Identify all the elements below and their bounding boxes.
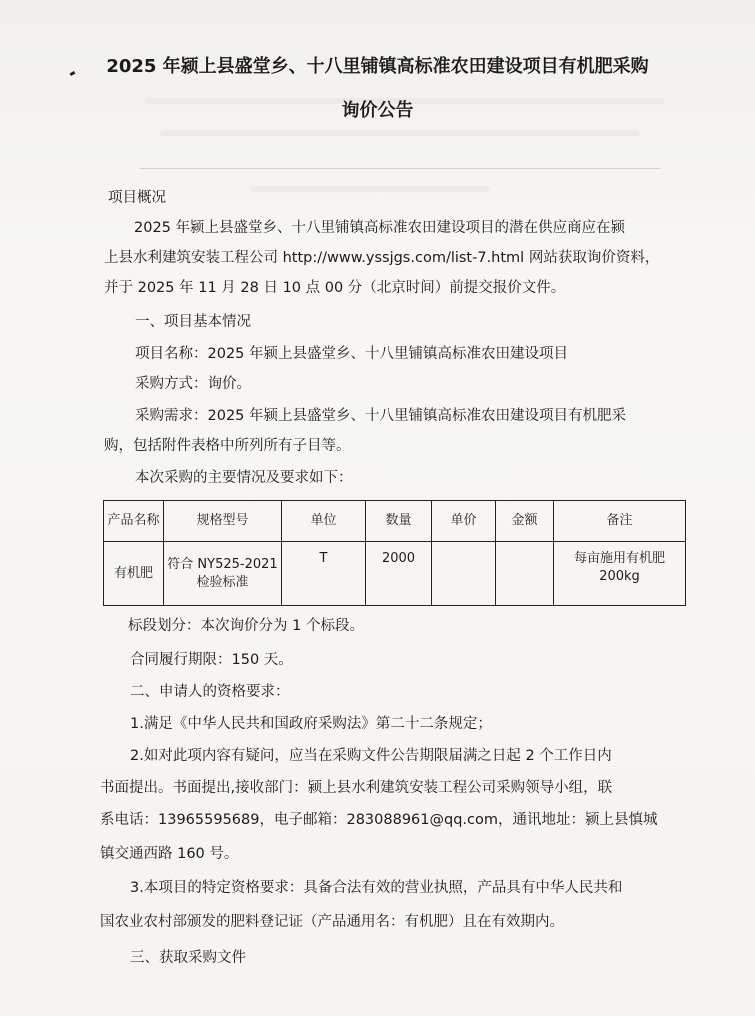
cell-unit: T: [282, 542, 366, 606]
qualification-item-3: 国农业农村部颁发的肥料登记证（产品通用名：有机肥）且在有效期内。: [100, 914, 564, 930]
cell-remarks: 每亩施用有机肥 200kg: [554, 542, 686, 606]
table-intro: 本次采购的主要情况及要求如下：: [135, 470, 353, 486]
qualification-item-2: 镇交通西路 160 号。: [100, 846, 239, 862]
cell-unit-price: [432, 542, 496, 606]
qualification-item-2: 系电话：13965595689，电子邮箱：283088961@qq.com，通讯地址：颍上县慎城: [100, 812, 658, 828]
procurement-table: [103, 500, 686, 606]
cell-quantity: 2000: [366, 542, 432, 606]
title-line-1: 2025 年颍上县盛堂乡、十八里铺镇高标准农田建设项目有机肥采购: [106, 56, 649, 77]
header-unit-price: 单价: [432, 501, 496, 542]
cell-amount: [496, 542, 554, 606]
header-spec: 规格型号: [164, 501, 282, 542]
qualification-item-1: 1.满足《中华人民共和国政府采购法》第二十二条规定；: [130, 716, 492, 732]
qualification-item-3: 3.本项目的特定资格要求：具备合法有效的营业执照，产品具有中华人民共和: [130, 880, 623, 896]
section2-heading: 二、申请人的资格要求：: [130, 684, 290, 700]
overview-heading: 项目概况: [108, 190, 166, 206]
section3-heading: 三、获取采购文件: [130, 950, 246, 966]
overview-text: 并于 2025 年 11 月 28 日 10 点 00 分（北京时间）前提交报价文件。: [104, 280, 566, 296]
section1-heading: 一、项目基本情况: [135, 314, 251, 330]
divider: [140, 168, 660, 169]
table-header-row: [104, 501, 686, 542]
header-amount: 金额: [496, 501, 554, 542]
header-unit: 单位: [282, 501, 366, 542]
header-remarks: 备注: [554, 501, 686, 542]
cell-product-name: 有机肥: [104, 542, 164, 606]
cell-spec: 符合 NY525-2021 检验标准: [164, 542, 282, 606]
procurement-demand: 购，包括附件表格中所列所有子目等。: [104, 438, 351, 454]
procurement-demand: 采购需求：2025 年颍上县盛堂乡、十八里铺镇高标准农田建设项目有机肥采: [135, 408, 627, 424]
overview-text: 上县水利建筑安装工程公司 http://www.yssjgs.com/list-7.html 网站获取询价资料，: [104, 250, 660, 266]
lot-division: 标段划分：本次询价分为 1 个标段。: [128, 618, 364, 634]
project-name: 项目名称：2025 年颍上县盛堂乡、十八里铺镇高标准农田建设项目: [135, 346, 569, 362]
title-line-2: 询价公告: [341, 100, 414, 121]
table-row: [104, 542, 686, 606]
bleed-through-text: [250, 186, 490, 192]
contract-period: 合同履行期限：150 天。: [130, 652, 293, 668]
qualification-item-2: 2.如对此项内容有疑问，应当在采购文件公告期限届满之日起 2 个工作日内: [130, 748, 612, 764]
procurement-method: 采购方式：询价。: [135, 376, 251, 392]
bleed-through-text: [160, 130, 640, 136]
overview-text: 2025 年颍上县盛堂乡、十八里铺镇高标准农田建设项目的潜在供应商应在颍: [134, 220, 626, 236]
qualification-item-2: 书面提出。书面提出,接收部门：颍上县水利建筑安装工程公司采购领导小组，联: [100, 780, 613, 796]
header-quantity: 数量: [366, 501, 432, 542]
header-product-name: 产品名称: [104, 501, 164, 542]
